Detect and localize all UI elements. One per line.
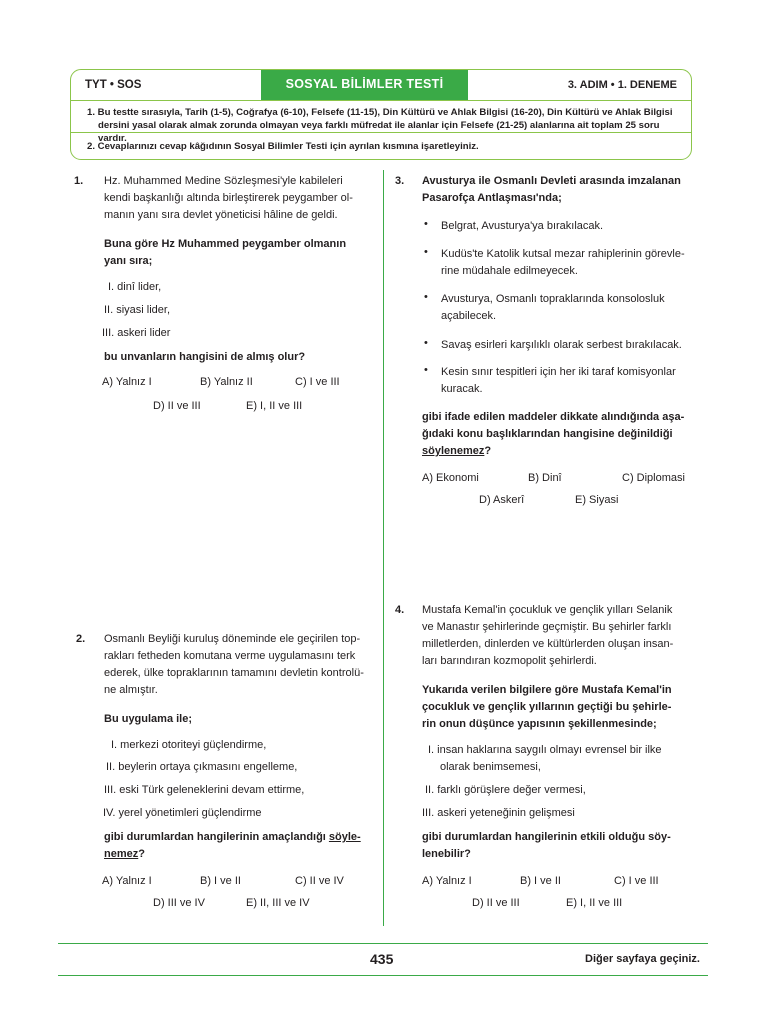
question-stem: gibi durumlardan hangilerinin etkili olduğu söy- xyxy=(422,831,671,843)
option-b[interactable]: B) I ve II xyxy=(200,875,241,887)
bullet: • xyxy=(424,246,428,258)
bullet: • xyxy=(424,291,428,303)
option-d[interactable]: D) II ve III xyxy=(153,400,201,412)
statement-iv: IV. yerel yönetimleri güçlendirme xyxy=(103,807,262,819)
statement-ii: II. beylerin ortaya çıkmasını engelleme, xyxy=(106,761,298,773)
page-number: 435 xyxy=(370,951,394,967)
option-a[interactable]: A) Yalnız I xyxy=(102,376,152,388)
option-d[interactable]: D) Askerî xyxy=(479,494,525,506)
option-b[interactable]: B) I ve II xyxy=(520,875,561,887)
option-c[interactable]: C) II ve IV xyxy=(295,875,344,887)
article-1: Belgrat, Avusturya'ya bırakılacak. xyxy=(441,220,604,232)
option-c[interactable]: C) Diplomasi xyxy=(622,472,685,484)
statement-ii: II. farklı görüşlere değer vermesi, xyxy=(425,784,586,796)
question-number: 1. xyxy=(74,175,84,187)
option-e[interactable]: E) Siyasi xyxy=(575,494,619,506)
option-d[interactable]: D) III ve IV xyxy=(153,897,205,909)
option-e[interactable]: E) I, II ve III xyxy=(566,897,623,909)
footer-rule-bottom xyxy=(58,975,708,976)
bullet: • xyxy=(424,337,428,349)
header-separator xyxy=(71,132,691,133)
question-stem: gibi ifade edilen maddeler dikkate alındığında aşa- xyxy=(422,411,685,423)
option-d[interactable]: D) II ve III xyxy=(472,897,520,909)
option-b[interactable]: B) Dinî xyxy=(528,472,562,484)
test-title: SOSYAL BİLİMLER TESTİ xyxy=(261,70,468,100)
option-a[interactable]: A) Ekonomi xyxy=(422,472,479,484)
option-e[interactable]: E) II, III ve IV xyxy=(246,897,310,909)
next-page-note: Diğer sayfaya geçiniz. xyxy=(585,953,700,965)
instruction-2: 2. Cevaplarınızı cevap kâğıdının Sosyal Bilimler Testi için ayrılan kısmına işaretleyiniz. xyxy=(87,141,479,152)
option-c[interactable]: C) I ve III xyxy=(295,376,340,388)
option-e[interactable]: E) I, II ve III xyxy=(246,400,303,412)
statement-i: I. dinî lider, xyxy=(108,281,162,293)
statement-iii: III. eski Türk geleneklerini devam ettirme, xyxy=(104,784,305,796)
exam-code: TYT • SOS xyxy=(85,79,142,91)
option-c[interactable]: C) I ve III xyxy=(614,875,659,887)
question-number: 2. xyxy=(76,633,86,645)
article-2: Kudüs'te Katolik kutsal mezar rahiplerinin görevle- xyxy=(441,248,685,260)
bullet: • xyxy=(424,218,428,230)
option-b[interactable]: B) Yalnız II xyxy=(200,376,253,388)
statement-ii: II. siyasi lider, xyxy=(104,304,171,316)
header-title-row xyxy=(71,70,691,101)
statement-iii: III. askeri lider xyxy=(102,327,171,339)
question-stem: bu unvanların hangisini de almış olur? xyxy=(104,351,306,363)
footer-rule-top xyxy=(58,943,708,944)
question-number: 3. xyxy=(395,175,405,187)
question-stem: gibi durumlardan hangilerinin amaçlandığı söyle- xyxy=(104,831,361,843)
option-a[interactable]: A) Yalnız I xyxy=(102,875,152,887)
article-4: Savaş esirleri karşılıklı olarak serbest bırakılacak. xyxy=(441,339,682,351)
test-header xyxy=(70,69,692,160)
exam-step: 3. ADIM • 1. DENEME xyxy=(567,79,677,91)
statement-iii: III. askeri yeteneğinin gelişmesi xyxy=(422,807,575,819)
article-3: Avusturya, Osmanlı topraklarında konsolosluk xyxy=(441,293,665,305)
question-number: 4. xyxy=(395,604,405,616)
option-a[interactable]: A) Yalnız I xyxy=(422,875,472,887)
column-divider xyxy=(383,170,384,926)
article-5: Kesin sınır tespitleri için her iki taraf komisyonlar xyxy=(441,366,676,378)
statement-i: I. insan haklarına saygılı olmayı evrensel bir ilke xyxy=(428,744,662,756)
bullet: • xyxy=(424,364,428,376)
instruction-1: 1. Bu testte sırasıyla, Tarih (1-5), Coğrafya (6-10), Felsefe (11-15), Din Kültürü ve Ahlak Bilgisi (16-20), Din Kültürü ve Ahlak Bilgisi dersini yasal olarak almak zorunda olmayan veya farklı müfredat ile alanlar için Felsefe (21-25) alanlarına ait toplam 25 soru vardır. xyxy=(87,107,673,144)
statement-i: I. merkezi otoriteyi güçlendirme, xyxy=(111,739,267,751)
